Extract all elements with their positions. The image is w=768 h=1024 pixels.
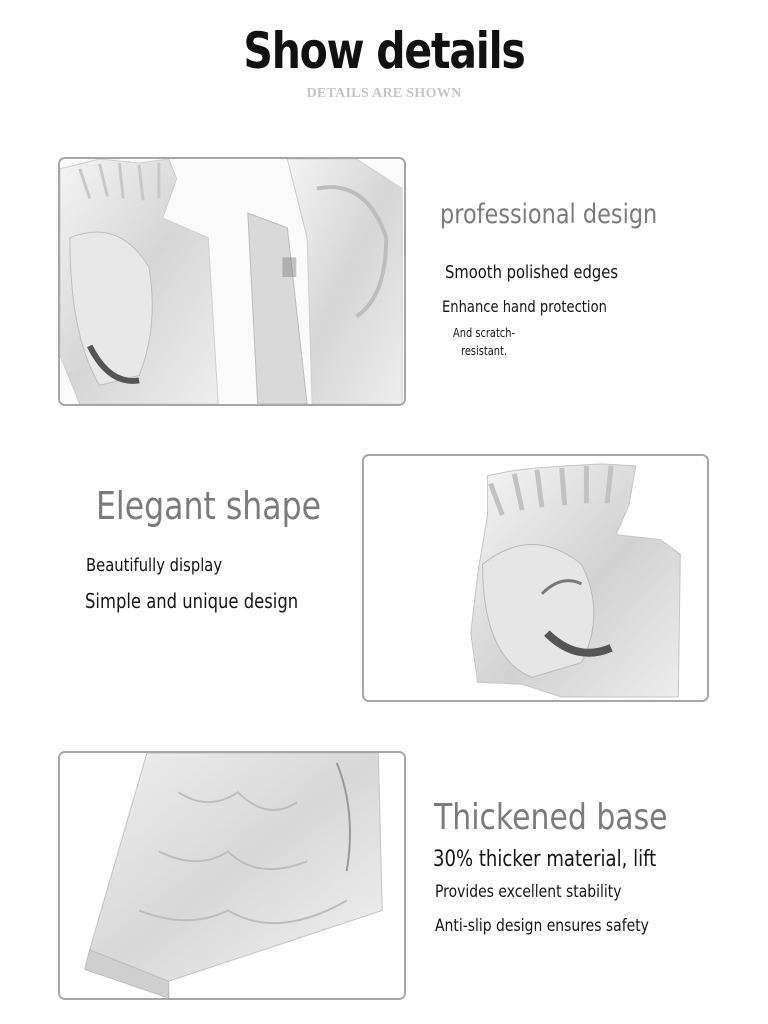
section-1-line-4: resistant. [461,344,507,358]
crystal-base-image [60,753,404,998]
section-1-line-2: Enhance hand protection [442,297,607,316]
section-3-heading: Thickened base [434,797,668,838]
section-3-image-frame [58,751,406,1000]
section-2-heading: Elegant shape [96,484,322,528]
page-title: Show details [243,22,525,80]
section-1-image-frame [58,157,406,406]
section-2-line-1: Beautifully display [86,555,223,576]
page-subtitle: DETAILS ARE SHOWN [306,86,462,101]
section-1-line-1: Smooth polished edges [445,262,619,283]
crystal-horse-head-image [364,456,707,700]
section-3-line-1: 30% thicker material, lift [433,847,657,872]
section-3-line-3: Anti-slip design ensures safety [435,916,649,936]
section-3-line-2: Provides excellent stability [435,882,622,902]
crystal-horse-bookends-image [60,159,404,404]
section-1-heading: professional design [440,199,658,230]
section-2-line-2: Simple and unique design [85,589,299,613]
section-2-image-frame [362,454,709,702]
section-1-line-3: And scratch- [453,326,516,340]
